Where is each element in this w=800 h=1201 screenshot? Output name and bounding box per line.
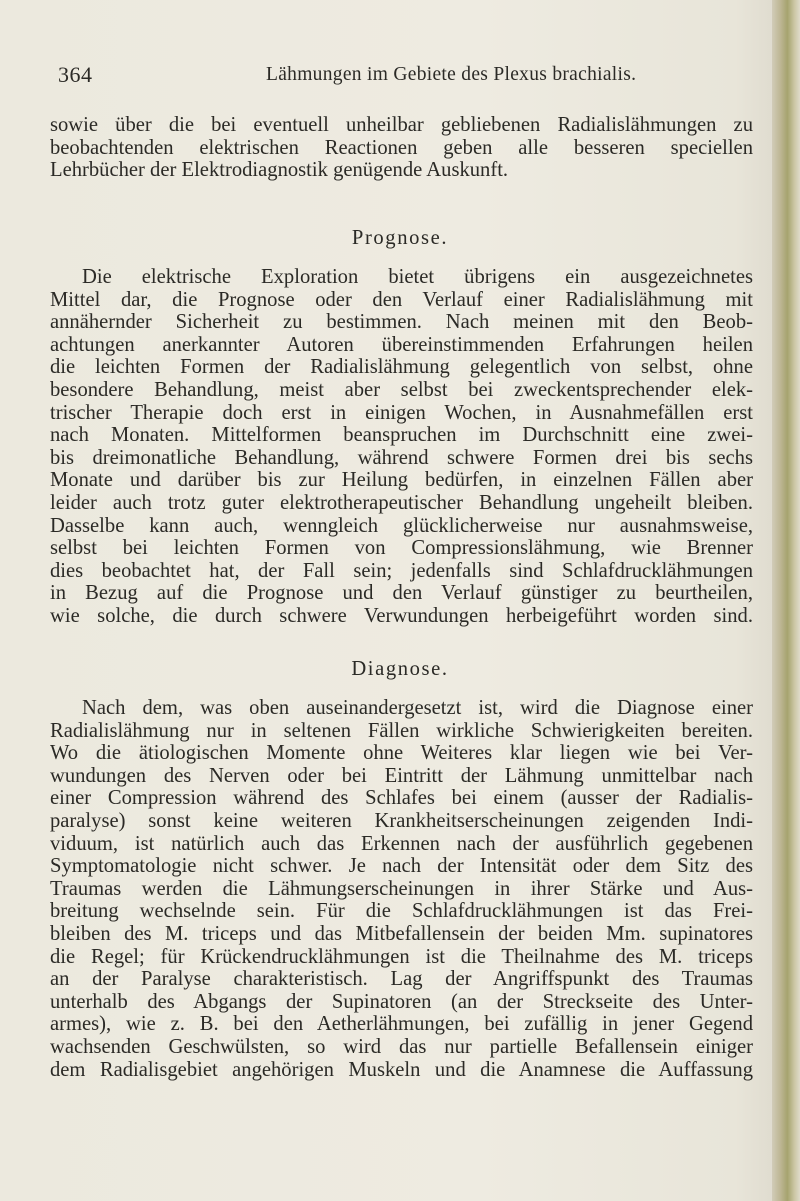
- text-line: sowie über die bei eventuell unheilbar gebliebenen Radialislähmungen zu: [50, 114, 753, 136]
- text-line: achtungen anerkannter Autoren übereinstimmenden Erfahrungen heilen: [50, 333, 753, 356]
- text-line: bleiben des M. triceps und das Mitbefallensein der beiden Mm. supinatores: [50, 922, 753, 945]
- text-line: Symptomatologie nicht schwer. Je nach der Intensität oder dem Sitz des: [50, 855, 753, 878]
- text-line: an der Paralyse charakteristisch. Lag der Angriffspunkt des Traumas: [50, 968, 753, 991]
- text-line: Nach dem, was oben auseinandergesetzt ist, wird die Diagnose einer: [82, 697, 753, 719]
- text-line: Radialislähmung nur in seltenen Fällen wirkliche Schwierigkeiten bereiten.: [50, 719, 753, 742]
- text-line: selbst bei leichten Formen von Compressionslähmung, wie Brenner: [50, 537, 753, 560]
- page-edge-shadow: [772, 0, 800, 1201]
- text-line: annähernder Sicherheit zu bestimmen. Nach meinen mit den Beob-: [50, 311, 753, 334]
- text-line: Lehrbücher der Elektrodiagnostik genügende Auskunft.: [50, 159, 509, 182]
- diagnose-paragraph: [50, 697, 753, 1081]
- text-line: Die elektrische Exploration bietet übrigens ein ausgezeichnetes: [82, 266, 753, 288]
- text-line: leider auch trotz guter elektrotherapeutischer Behandlung ungeheilt bleiben.: [50, 491, 753, 514]
- page-number: 364: [58, 62, 93, 87]
- text-line: armes), wie z. B. bei den Aetherlähmungen, bei zufällig in jener Gegend: [50, 1013, 753, 1036]
- section-heading-diagnose: Diagnose.: [351, 658, 449, 680]
- text-line: einer Compression während des Schlafes bei einem (ausser der Radialis-: [50, 787, 753, 810]
- text-line: wachsenden Geschwülsten, so wird das nur partielle Befallensein einiger: [50, 1035, 753, 1058]
- text-line: die leichten Formen der Radialislähmung gelegentlich von selbst, ohne: [50, 356, 753, 379]
- text-line: wundungen des Nerven oder bei Eintritt der Lähmung unmittelbar nach: [50, 764, 753, 787]
- section-heading-prognose: Prognose.: [351, 227, 449, 249]
- text-line: viduum, ist natürlich auch das Erkennen nach der ausführlich gegebenen: [50, 832, 753, 855]
- text-line: wie solche, die durch schwere Verwundungen herbeigeführt worden sind.: [50, 604, 753, 627]
- text-line: beobachtenden elektrischen Reactionen geben alle besseren speciellen: [50, 136, 753, 159]
- text-line: paralyse) sonst keine weiteren Krankheitserscheinungen zeigenden Indi-: [50, 809, 753, 832]
- text-line: unterhalb des Abgangs der Supinatoren (an der Streckseite des Unter-: [50, 990, 753, 1013]
- text-line: besondere Behandlung, meist aber selbst bei zweckentsprechender elek-: [50, 378, 753, 401]
- running-title: Lähmungen im Gebiete des Plexus brachialis.: [266, 64, 637, 85]
- page-header: [0, 62, 800, 94]
- text-line: Traumas werden die Lähmungserscheinungen in ihrer Stärke und Aus-: [50, 877, 753, 900]
- intro-paragraph: [50, 114, 753, 182]
- prognose-paragraph: [50, 266, 753, 628]
- text-line: Dasselbe kann auch, wenngleich glücklicherweise nur ausnahmsweise,: [50, 514, 753, 537]
- text-line: dies beobachtet hat, der Fall sein; jedenfalls sind Schlafdrucklähmungen: [50, 559, 753, 582]
- text-line: in Bezug auf die Prognose und den Verlauf günstiger zu beurtheilen,: [50, 582, 753, 605]
- text-line: nach Monaten. Mittelformen beanspruchen im Durchschnitt eine zwei-: [50, 424, 753, 447]
- text-line: bis dreimonatliche Behandlung, während schwere Formen drei bis sechs: [50, 446, 753, 469]
- text-line: dem Radialisgebiet angehörigen Muskeln und die Anamnese die Auffassung: [50, 1058, 753, 1081]
- text-line: Wo die ätiologischen Momente ohne Weiteres klar liegen wie bei Ver-: [50, 742, 753, 765]
- text-line: Mittel dar, die Prognose oder den Verlauf einer Radialislähmung mit: [50, 288, 753, 311]
- text-line: die Regel; für Krückendrucklähmungen ist die Theilnahme des M. triceps: [50, 945, 753, 968]
- text-line: breitung wechselnde sein. Für die Schlafdrucklähmungen ist das Frei-: [50, 900, 753, 923]
- text-line: trischer Therapie doch erst in einigen Wochen, in Ausnahmefällen erst: [50, 401, 753, 424]
- text-line: Monate und darüber bis zur Heilung bedürfen, in einzelnen Fällen aber: [50, 469, 753, 492]
